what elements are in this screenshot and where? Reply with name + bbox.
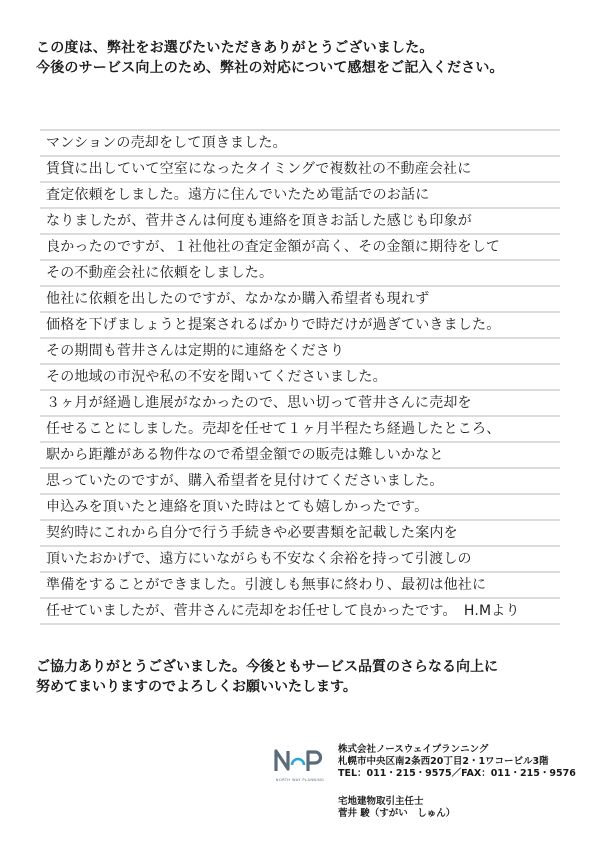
- company-logo: [270, 745, 330, 785]
- handwritten-line: 準備をすることができました。引渡しも無事に終わり、最初は他社に: [46, 577, 487, 593]
- company-address: 札幌市中央区南2条西20丁目2・1ワコービル3階: [338, 756, 549, 767]
- handwritten-line: マンションの売却をして頂きました。: [46, 135, 287, 151]
- closing-line-2: 努めてまいりますのでよろしくお願いいたします。: [36, 679, 357, 695]
- company-contact: TEL：011・215・9575／FAX：011・215・9576: [338, 768, 576, 779]
- logo-tagline: NORTH WAY PLANNING: [275, 778, 325, 782]
- handwritten-line: なりましたが、菅井さんは何度も連絡を頂きお話した感じも印象が: [46, 213, 472, 229]
- handwritten-line: ３ヶ月が経過し進展がなかったので、思い切って菅井さんに売却を: [46, 395, 472, 411]
- handwritten-line: 駅から距離がある物件なので希望金額での販売は難しいかなと: [46, 447, 444, 463]
- intro-message: [36, 38, 576, 78]
- handwritten-line: 頂いたおかげで、遠方にいながらも不安なく余裕を持って引渡しの: [46, 551, 472, 567]
- handwritten-line: その地域の市況や私の不安を聞いてくださいました。: [46, 369, 387, 385]
- agent-name: 菅井 駿（すがい しゅん）: [338, 808, 456, 819]
- handwritten-line: その不動産会社に依頼をしました。: [46, 265, 274, 281]
- handwritten-line: 良かったのですが、１社他社の査定金額が高く、その金額に期待をして: [46, 239, 501, 255]
- handwritten-line: 任せていましたが、菅井さんに売却をお任せして良かったです。 H.Mより: [46, 603, 520, 619]
- company-info: [338, 744, 578, 780]
- closing-line-1: ご協力ありがとうございました。今後ともサービス品質のさらなる向上に: [36, 659, 498, 675]
- handwritten-comment-area: [40, 125, 560, 647]
- closing-message: [36, 657, 576, 697]
- intro-line-2: 今後のサービス向上のため、弊社の対応について感想をご記入ください。: [36, 60, 504, 76]
- agent-title: 宅地建物取引主任士: [338, 796, 424, 807]
- handwritten-line: 申込みを頂いたと連絡を頂いた時はとても嬉しかったです。: [46, 499, 429, 515]
- handwritten-line: 査定依頼をしました。遠方に住んでいたため電話でのお話に: [46, 187, 430, 203]
- handwritten-line: 価格を下げましょうと提案されるばかりで時だけが過ぎていきました。: [46, 317, 501, 333]
- logo-mark: [276, 751, 321, 771]
- handwritten-line: 思っていたのですが、購入希望者を見付けてくださいました。: [46, 473, 444, 489]
- handwritten-line: 他社に依頼を出したのですが、なかなか購入希望者も現れず: [46, 291, 430, 307]
- handwritten-line: 契約時にこれから自分で行う手続きや必要書類を記載した案内を: [46, 525, 458, 541]
- company-name: 株式会社ノースウェイプランニング: [338, 744, 489, 755]
- agent-info: [338, 796, 578, 820]
- handwritten-line: 任せることにしました。売却を任せて１ヶ月半程たち経過したところ、: [46, 421, 501, 437]
- handwritten-line: その期間も菅井さんは定期的に連絡をくださり: [46, 343, 345, 359]
- handwritten-line: 賃貸に出していて空室になったタイミングで複数社の不動産会社に: [46, 161, 472, 177]
- intro-line-1: この度は、弊社をお選びたいただきありがとうございました。: [36, 40, 434, 56]
